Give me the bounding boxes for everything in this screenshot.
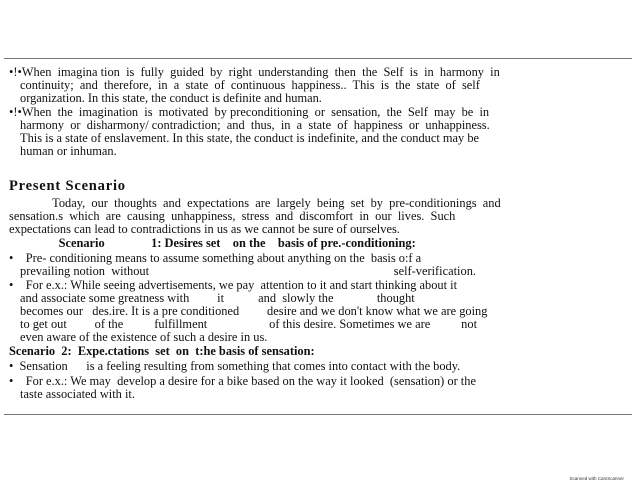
bullet-2-line-1: •!•When the imagination is motivated by preconditioning or sensation, the Self may be in <box>9 105 490 119</box>
scenario-1-item-2-line-5: even aware of the existence of such a desire in us. <box>20 330 268 344</box>
scenario-1-item-2-line-1: • For e.x.: While seeing advertisements, we pay attention to it and start thinking about it <box>9 278 458 292</box>
scenario-1-heading: Scenario 1: Desires set on the basis of pre.-conditioning: <box>9 236 416 250</box>
scenario-1-item-2-line-4: to get out of the fulfillment of this desire. Sometimes we are not <box>20 317 478 331</box>
top-rule <box>4 58 632 59</box>
bullet-2-line-4: human or inhuman. <box>20 144 117 158</box>
bullet-2-line-3: This is a state of enslavement. In this state, the conduct is indefinite, and the conduct may be <box>20 131 480 145</box>
present-para-line-3: expectations can lead to contradictions in us as we cannot be sure of ourselves. <box>9 222 400 236</box>
scenario-1-item-2-line-2: and associate some greatness with it and slowly the thought <box>20 291 415 305</box>
scenario-1-item-1-line-2: prevailing notion without self-verification. <box>20 264 476 278</box>
present-para-line-1: Today, our thoughts and expectations are largely being set by pre-conditionings and <box>9 196 501 210</box>
scenario-2-item-1: • Sensation is a feeling resulting from something that comes into contact with the body. <box>9 359 461 373</box>
scenario-2-item-2-line-1: • For e.x.: We may develop a desire for a bike based on the way it looked (sensation) or the <box>9 374 476 388</box>
scenario-2-heading: Scenario 2: Expe.ctations set on t:he basis of sensation: <box>9 344 315 358</box>
bullet-2-line-2: harmony or disharmony/ contradiction; and thus, in a state of happiness or unhappiness. <box>20 118 490 132</box>
bullet-1-line-1: •!•When imagina tion is fully guided by right understanding then the Self is in harmony in <box>9 65 500 79</box>
bullet-1-line-2: continuity; and therefore, in a state of continuous happiness.. This is the state of self <box>20 78 480 92</box>
scenario-1-item-2-line-3: becomes our des.ire. It is a pre conditioned desire and we don't know what we are going <box>20 304 488 318</box>
scanner-watermark: Scanned with CamScanner <box>569 476 624 481</box>
present-para-line-2: sensation.s which are causing unhappiness, stress and discomfort in our lives. Such <box>9 209 456 223</box>
bottom-rule <box>4 414 632 415</box>
bullet-1-line-3: organization. In this state, the conduct is definite and human. <box>20 91 322 105</box>
present-scenario-heading: Present Scenario <box>9 178 126 194</box>
scenario-1-item-1-line-1: • Pre- conditioning means to assume something about anything on the basis o:f a <box>9 251 422 265</box>
scenario-2-item-2-line-2: taste associated with it. <box>20 387 135 401</box>
